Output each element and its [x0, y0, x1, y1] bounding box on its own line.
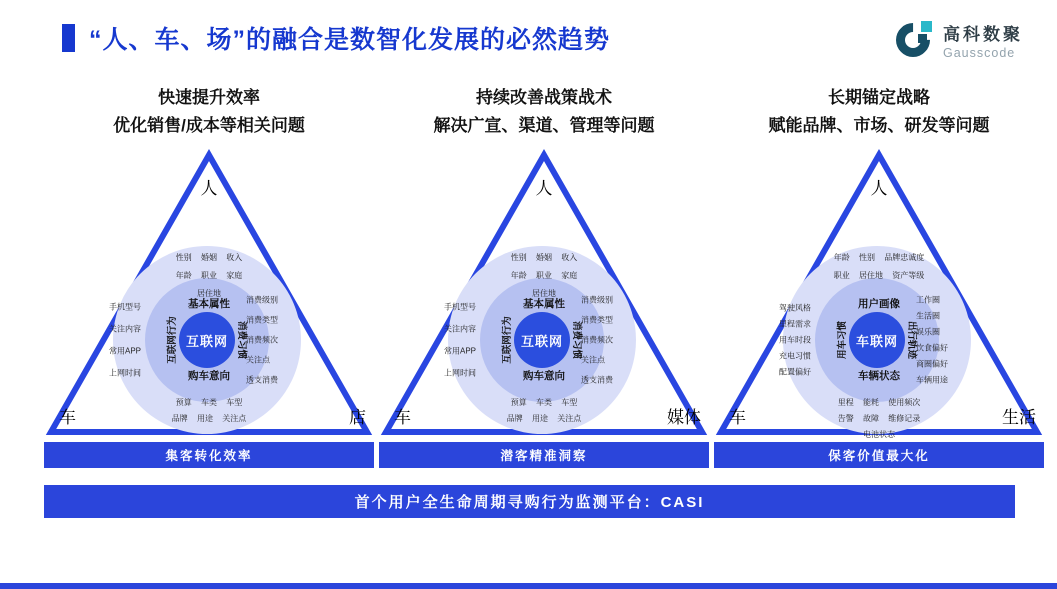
bottom-accent-strip [0, 583, 1057, 589]
ring-right-label: 出行轨迹 [906, 320, 917, 360]
label-row: 居住地 [197, 289, 221, 298]
result-bar: 集客转化效率 [44, 442, 374, 468]
footer-banner: 首个用户全生命周期寻购行为监测平台：CASI [44, 485, 1015, 518]
ring-top-label: 基本属性 [188, 298, 230, 310]
panel-precise-insight [379, 84, 709, 468]
attribute-label: 饮食偏好 [916, 343, 948, 353]
attribute-label: 透支消费 [581, 375, 613, 385]
left-attribute-labels [714, 303, 811, 378]
label-row: 品牌 用途 关注点 [171, 414, 247, 423]
ring-left-label: 互联网行为 [167, 316, 178, 364]
attribute-label: 消费频次 [581, 335, 613, 345]
panel-heading-line2: 赋能品牌、市场、研发等问题 [768, 115, 990, 135]
panel-heading-line1: 持续改善战策战术 [476, 88, 612, 107]
ring-bottom-label: 购车意向 [523, 370, 565, 382]
logo-teal-square [921, 21, 932, 32]
attribute-label: 配置偏好 [779, 367, 811, 377]
corner-label-person: 人 [535, 179, 553, 198]
triangle-diagram [714, 148, 1044, 440]
right-attribute-labels [581, 295, 613, 386]
corner-label-person: 人 [200, 179, 218, 198]
attribute-label: 手机型号 [109, 302, 141, 312]
title-wrap [62, 20, 610, 56]
center-circle-label: 互联网 [514, 312, 570, 368]
attribute-label: 消费频次 [246, 335, 278, 345]
result-bar: 潜客精准洞察 [379, 442, 709, 468]
attribute-label: 娱乐圈 [916, 327, 940, 337]
panel-heading-line1: 长期锚定战略 [828, 88, 930, 107]
label-row: 预算 车类 车型 [175, 398, 243, 407]
right-attribute-labels [246, 295, 278, 386]
gausscode-logo-icon [894, 20, 934, 60]
label-row: 职业 居住地 资产等级 [833, 271, 925, 280]
right-attribute-labels [916, 295, 948, 386]
attribute-label: 消费级别 [581, 295, 613, 305]
label-row: 年龄 职业 家庭 [510, 271, 578, 280]
intent-labels [44, 395, 374, 427]
attribute-label: 工作圈 [916, 295, 940, 305]
corner-label-car: 车 [729, 408, 746, 427]
label-row: 告警 故障 维修记录 [837, 414, 921, 423]
corner-label-life: 生活 [1002, 408, 1036, 427]
center-circle-label: 互联网 [179, 312, 235, 368]
logo-name-cn: 高科数聚 [943, 25, 1023, 44]
attribute-label: 透支消费 [246, 375, 278, 385]
label-row: 性别 婚姻 收入 [175, 253, 243, 262]
triangle-diagram [44, 148, 374, 440]
ring-right-label: 消费习惯 [571, 320, 582, 360]
ring-left-label: 互联网行为 [502, 316, 513, 364]
title-bullet [62, 24, 75, 52]
ring-top-label: 用户画像 [858, 298, 900, 310]
intent-labels [379, 395, 709, 427]
attribute-label: 关注内容 [444, 324, 476, 334]
attribute-label: 消费级别 [246, 295, 278, 305]
label-row: 预算 车类 车型 [510, 398, 578, 407]
label-row: 年龄 职业 家庭 [175, 271, 243, 280]
header [0, 0, 1057, 60]
vehicle-status-labels [714, 395, 1044, 443]
attribute-label: 车辆用途 [916, 375, 948, 385]
attribute-label: 消费类型 [581, 315, 613, 325]
attribute-label: 关注点 [581, 355, 605, 365]
ring-top-label: 基本属性 [523, 298, 565, 310]
attribute-label: 生活圈 [916, 311, 940, 321]
attribute-label: 关注内容 [109, 324, 141, 334]
corner-label-store: 店 [349, 408, 366, 427]
panel-heading [379, 84, 709, 142]
label-row: 电池状态 [863, 430, 895, 439]
attribute-label: 关注点 [246, 355, 270, 365]
label-row: 里程 能耗 使用频次 [837, 398, 921, 407]
left-attribute-labels [379, 302, 476, 379]
attribute-label: 上网时间 [444, 368, 476, 378]
attribute-label: 用车时段 [779, 335, 811, 345]
triangle-diagram [379, 148, 709, 440]
center-circle-label: 车联网 [849, 312, 905, 368]
logo-name-en: Gausscode [943, 46, 1016, 60]
corner-label-car: 车 [394, 408, 411, 427]
attribute-label: 驾驶风格 [779, 303, 811, 313]
panel-heading-line2: 优化销售/成本等相关问题 [113, 115, 305, 135]
demographic-labels [379, 249, 709, 303]
attribute-label: 商圈偏好 [916, 359, 948, 369]
attribute-label: 常用APP [443, 346, 476, 356]
corner-label-media: 媒体 [667, 408, 701, 427]
corner-label-car: 车 [59, 408, 76, 427]
panel-heading [714, 84, 1044, 142]
panel-heading-line2: 解决广宣、渠道、管理等问题 [433, 115, 655, 135]
logo-dark-square [918, 34, 927, 43]
attribute-label: 上网时间 [109, 368, 141, 378]
panel-funnel-efficiency [44, 84, 374, 468]
ring-left-label: 用车习惯 [837, 320, 848, 360]
left-attribute-labels [44, 302, 141, 379]
label-row: 年龄 性别 品牌忠诚度 [833, 253, 925, 262]
panel-heading-line1: 快速提升效率 [158, 88, 260, 107]
ring-bottom-label: 购车意向 [188, 370, 230, 382]
page-title: “人、车、场”的融合是数智化发展的必然趋势 [89, 26, 611, 54]
demographic-labels [714, 249, 1044, 285]
ring-right-label: 消费习惯 [236, 320, 247, 360]
label-row: 居住地 [532, 289, 556, 298]
panel-heading [44, 84, 374, 142]
attribute-label: 充电习惯 [779, 351, 811, 361]
label-row: 品牌 用途 关注点 [506, 414, 582, 423]
logo-text [943, 20, 1023, 60]
ring-bottom-label: 车辆状态 [858, 370, 900, 382]
gausscode-logo [894, 20, 1023, 60]
demographic-labels [44, 249, 374, 303]
attribute-label: 消费类型 [246, 315, 278, 325]
attribute-label: 常用APP [108, 346, 141, 356]
panel-customer-value [714, 84, 1044, 468]
label-row: 性别 婚姻 收入 [510, 253, 578, 262]
attribute-label: 里程需求 [779, 319, 811, 329]
result-bar: 保客价值最大化 [714, 442, 1044, 468]
corner-label-person: 人 [870, 179, 888, 198]
attribute-label: 手机型号 [444, 302, 476, 312]
panels [44, 84, 1036, 468]
